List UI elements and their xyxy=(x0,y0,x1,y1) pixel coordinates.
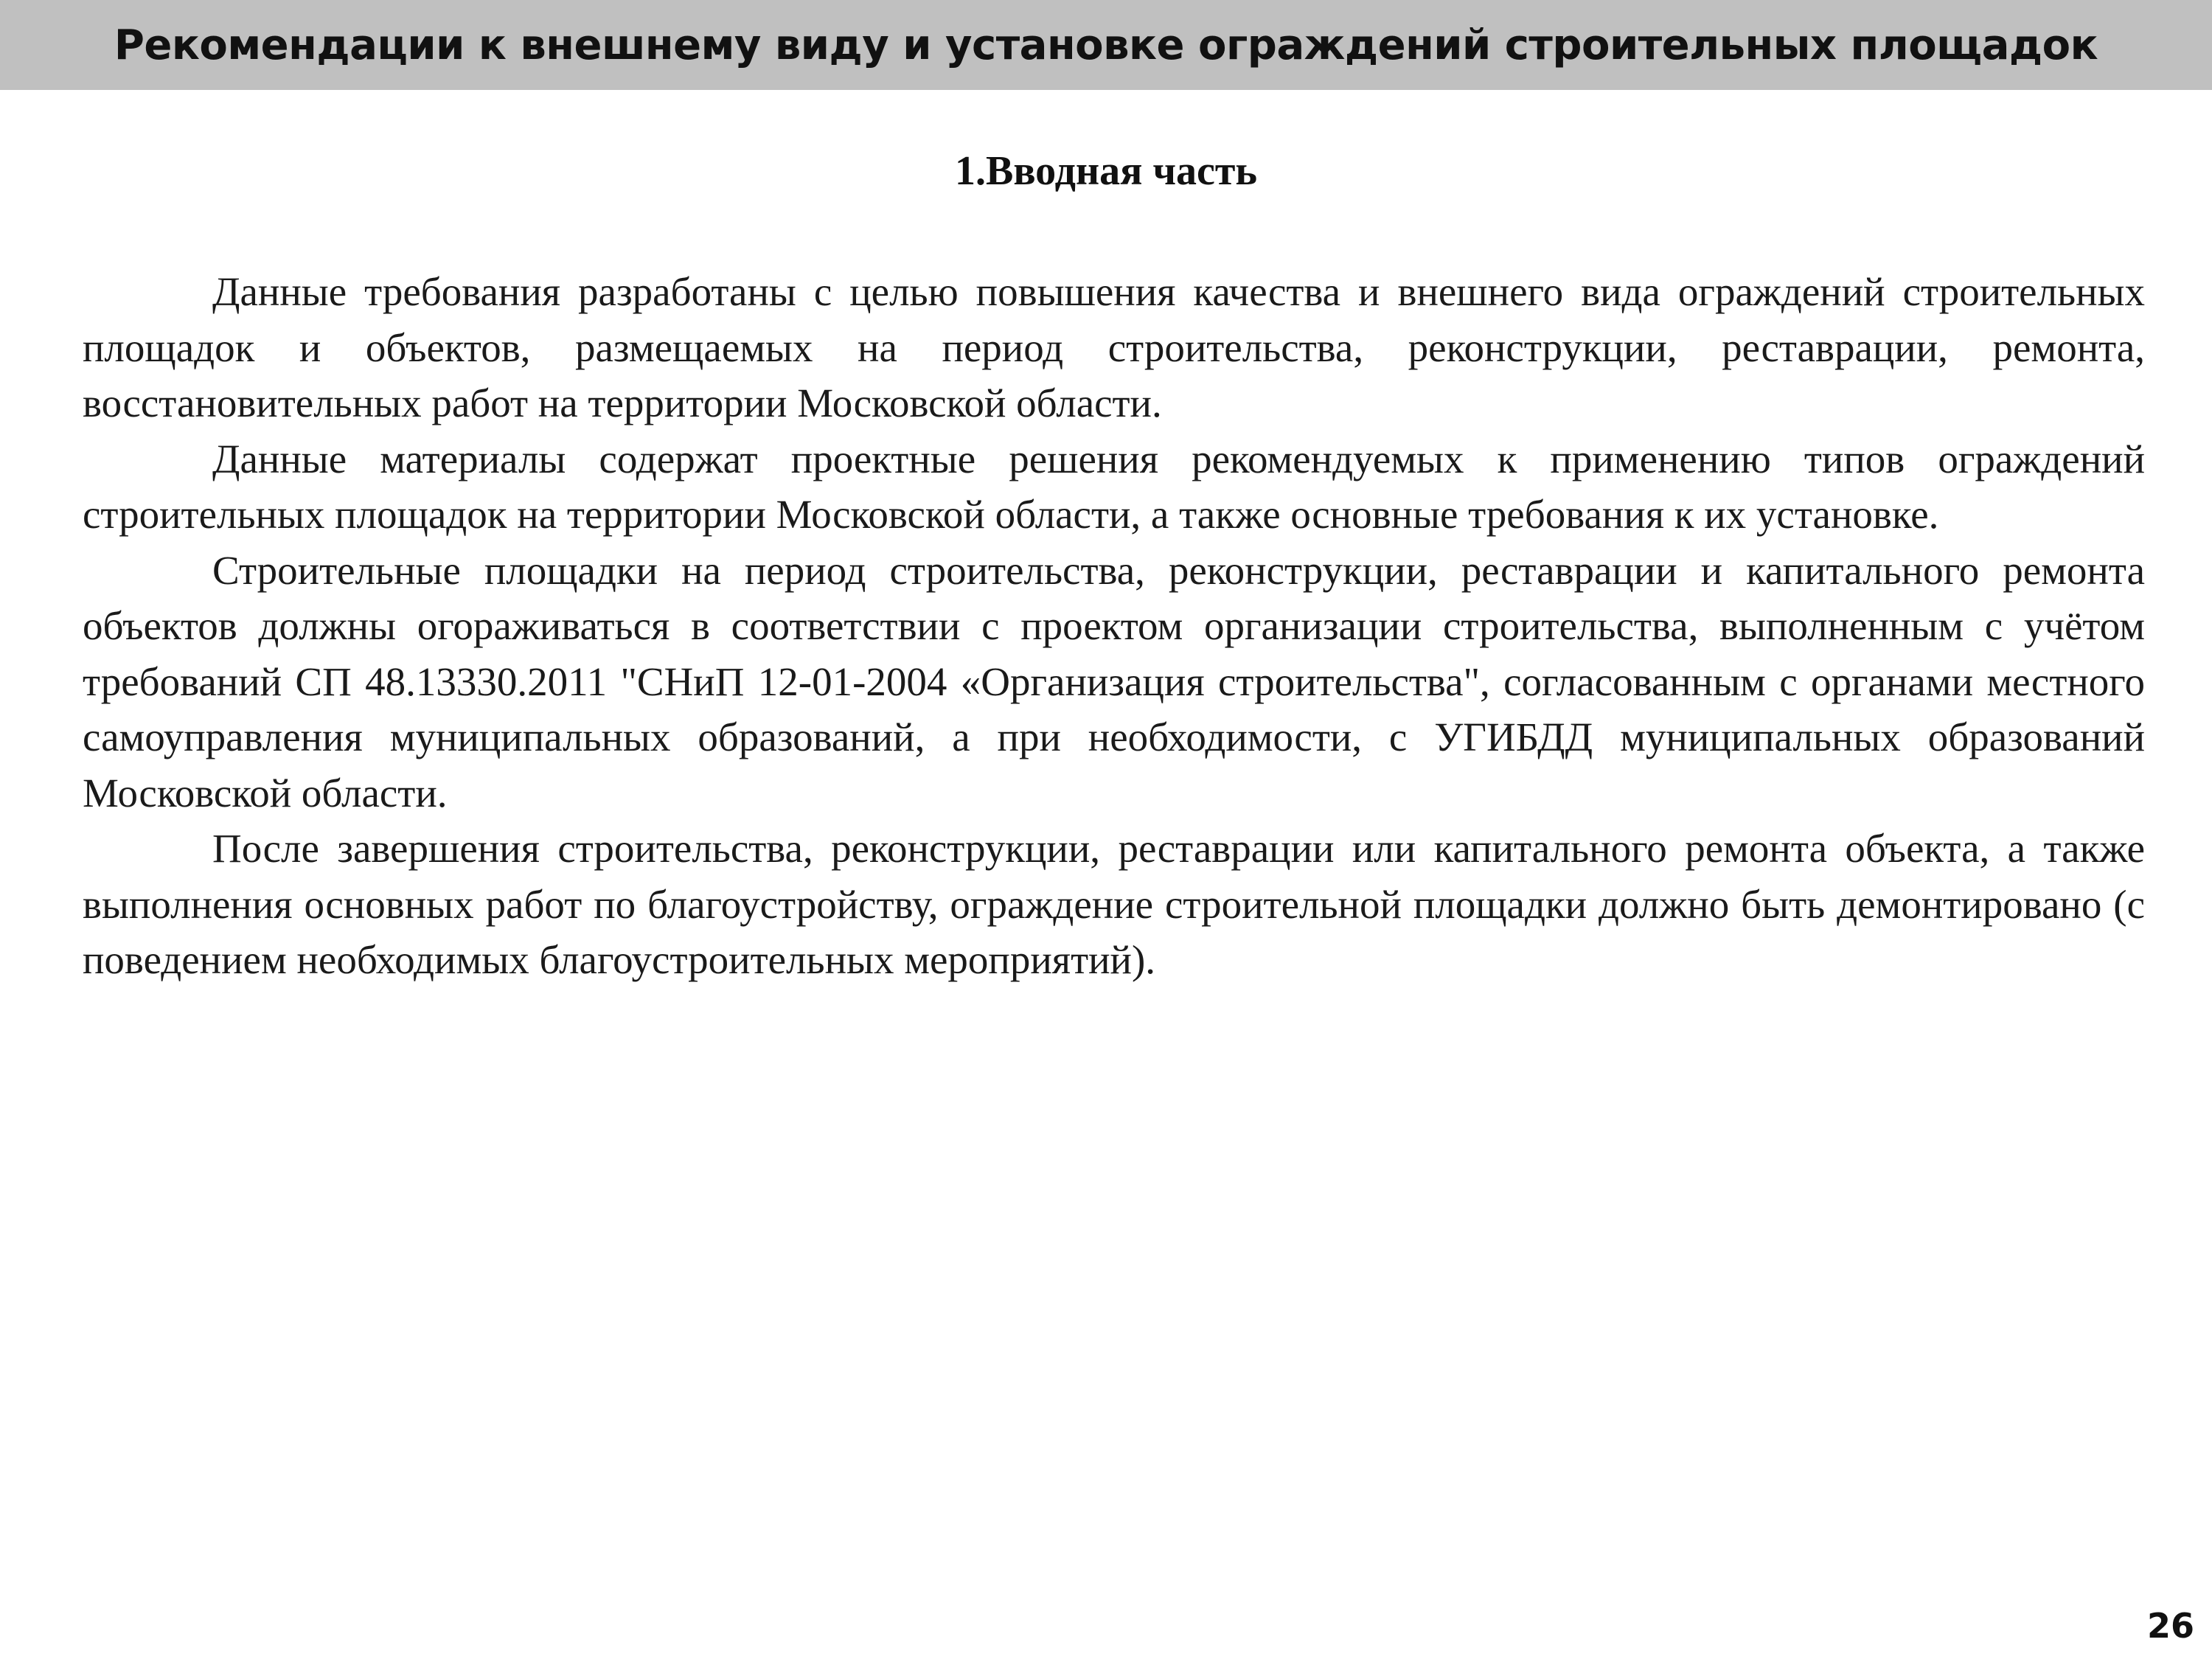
paragraph-4: После завершения строительства, реконструкции, реставрации или капитального ремонта объекта, а также выполнения основных работ по благоустройству, ограждение строительной площадки должно быть демонтировано (с поведением необходимых благоустроительных мероприятий). xyxy=(83,826,2145,982)
paragraph-2: Данные материалы содержат проектные решения рекомендуемых к применению типов ограждений строительных площадок на территории Московской области, а также основные требования к их установке. xyxy=(83,436,2145,537)
header-bar xyxy=(0,0,2212,90)
paragraph-1: Данные требования разработаны с целью повышения качества и внешнего вида ограждений строительных площадок и объектов, размещаемых на период строительства, реконструкции, реставрации, ремонта, восстановительных работ на территории Московской области. xyxy=(83,269,2145,425)
body-text xyxy=(83,264,2145,988)
paragraph-3: Строительные площадки на период строительства, реконструкции, реставрации и капитального ремонта объектов должны огораживаться в соответствии с проектом организации строительства, выполненным с учётом требований СП 48.13330.2011 "СНиП 12-01-2004 «Организация строительства", согласованным с органами местного самоуправления муниципальных образований, а при необходимости, с УГИБДД муниципальных образований Московской области. xyxy=(83,547,2145,815)
page-title: Рекомендации к внешнему виду и установке ограждений строительных площадок xyxy=(114,21,2098,69)
page-number: 26 xyxy=(2146,1606,2194,1646)
section-title: 1.Вводная часть xyxy=(954,148,1258,194)
